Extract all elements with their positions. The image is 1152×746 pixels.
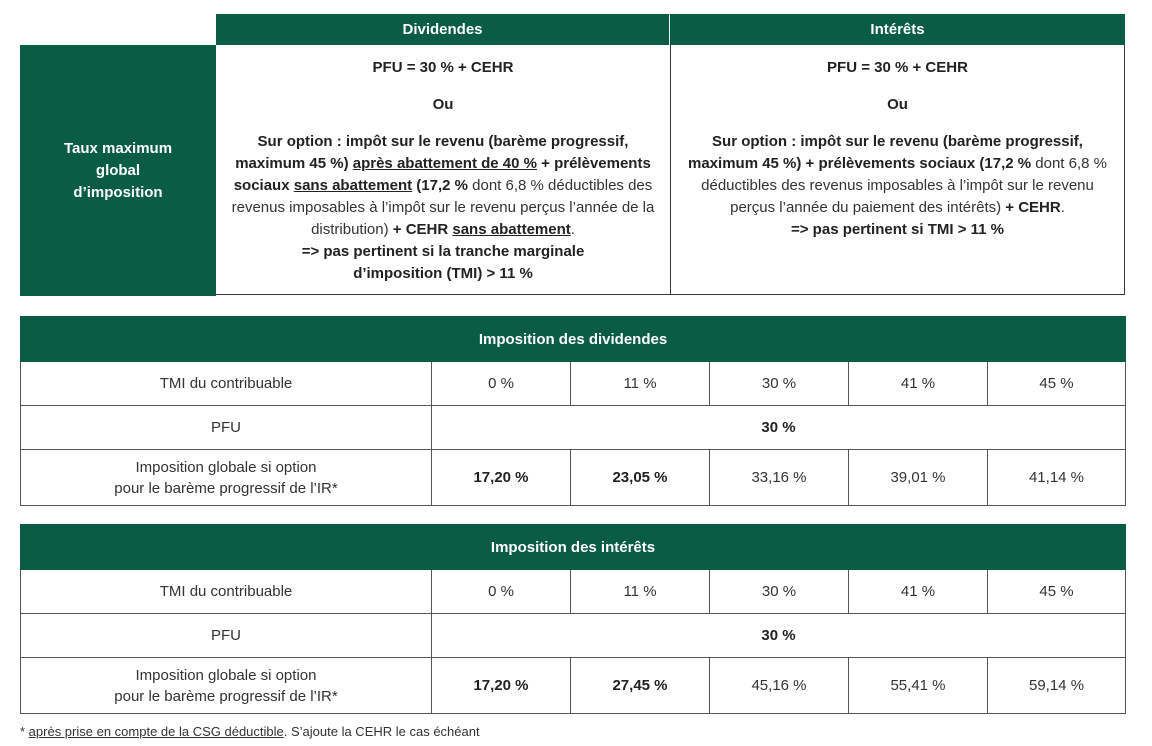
imposition-globale-label xyxy=(21,658,432,714)
label-line-2: pour le barème progressif de l’IR* xyxy=(114,687,338,705)
imposition-value: 27,45 % xyxy=(571,658,710,714)
ou-line: Ou xyxy=(432,96,454,113)
tmi-value: 30 % xyxy=(710,570,849,614)
pfu-label: PFU xyxy=(21,614,432,658)
header-interets: Intérêts xyxy=(670,14,1125,45)
prelevements-text: + prélèvements sociaux xyxy=(233,155,651,194)
option-paragraph xyxy=(216,131,670,241)
header-dividendes: Dividendes xyxy=(216,14,669,45)
tmi-value: 11 % xyxy=(571,362,710,406)
ou-line: Ou xyxy=(887,96,908,113)
tmi-value: 11 % xyxy=(571,570,710,614)
option-text: Sur option : impôt sur le revenu (barème progressif, maximum 45 %) xyxy=(235,133,629,172)
dividendes-table xyxy=(20,316,1126,506)
pfu-line: PFU = 30 % + CEHR xyxy=(372,59,514,76)
imposition-value: 17,20 % xyxy=(432,658,571,714)
dont-text: dont 6,8 % déductibles des revenus imposables à l’impôt sur le revenu perçus l’année du paiement des intérêts) xyxy=(701,155,1107,216)
footnote-underlined: après prise en compte de la CSG déductible xyxy=(28,724,284,739)
imposition-value: 39,01 % xyxy=(849,450,988,506)
taxation-comparison-table xyxy=(20,14,1125,296)
apres-abattement: après abattement de 40 % xyxy=(352,155,537,172)
interets-table xyxy=(20,524,1126,714)
rate-text: (17,2 % xyxy=(412,177,468,194)
cell-interets xyxy=(670,45,1125,295)
tmi-value: 30 % xyxy=(710,362,849,406)
imposition-value: 17,20 % xyxy=(432,450,571,506)
dot: . xyxy=(570,221,575,238)
sans-abattement-2: sans abattement xyxy=(452,221,571,238)
imposition-value: 59,14 % xyxy=(988,658,1126,714)
tmi-label: TMI du contribuable xyxy=(21,570,432,614)
tmi-value: 41 % xyxy=(849,362,988,406)
pertinent-text: => pas pertinent si TMI > 11 % xyxy=(791,221,1004,238)
option-paragraph xyxy=(671,131,1124,219)
pfu-label: PFU xyxy=(21,406,432,450)
imposition-globale-label xyxy=(21,450,432,506)
tmi-value: 41 % xyxy=(849,570,988,614)
label-line-2: pour le barème progressif de l’IR* xyxy=(114,479,338,497)
footnote xyxy=(20,724,480,739)
dont-text: dont 6,8 % déductibles des revenus imposables à l’impôt sur le revenu perçus l’année de la distribution) xyxy=(231,177,655,238)
pfu-value: 30 % xyxy=(432,406,1126,450)
option-text: Sur option : impôt sur le revenu (barème progressif, maximum 45 %) + prélèvements sociaux (17,2 % xyxy=(688,133,1083,172)
cehr-text: + CEHR xyxy=(388,221,453,238)
dot: . xyxy=(1060,199,1065,216)
footnote-rest: . S’ajoute la CEHR le cas échéant xyxy=(283,724,480,739)
label-line-1: Imposition globale si option xyxy=(135,458,317,476)
pertinent-text: => pas pertinent si la tranche marginale d’imposition (TMI) > 11 % xyxy=(301,243,585,282)
tmi-value: 45 % xyxy=(988,362,1126,406)
row-label-taux-maximum xyxy=(20,45,216,296)
cell-dividendes xyxy=(216,45,671,295)
tmi-value: 45 % xyxy=(988,570,1126,614)
imposition-value: 55,41 % xyxy=(849,658,988,714)
imposition-value: 33,16 % xyxy=(710,450,849,506)
sans-abattement-1: sans abattement xyxy=(293,177,413,194)
tmi-value: 0 % xyxy=(432,570,571,614)
cehr-text: + CEHR xyxy=(1001,199,1061,216)
label-line-1: Imposition globale si option xyxy=(135,666,317,684)
imposition-value: 41,14 % xyxy=(988,450,1126,506)
footnote-star: * xyxy=(20,724,29,739)
tmi-label: TMI du contribuable xyxy=(21,362,432,406)
dividendes-table-title: Imposition des dividendes xyxy=(21,317,1126,362)
pfu-value: 30 % xyxy=(432,614,1126,658)
row-label-text: Taux maximum global d’imposition xyxy=(63,139,173,201)
interets-table-title: Imposition des intérêts xyxy=(21,525,1126,570)
pfu-line: PFU = 30 % + CEHR xyxy=(827,59,968,76)
imposition-value: 23,05 % xyxy=(571,450,710,506)
imposition-value: 45,16 % xyxy=(710,658,849,714)
tmi-value: 0 % xyxy=(432,362,571,406)
